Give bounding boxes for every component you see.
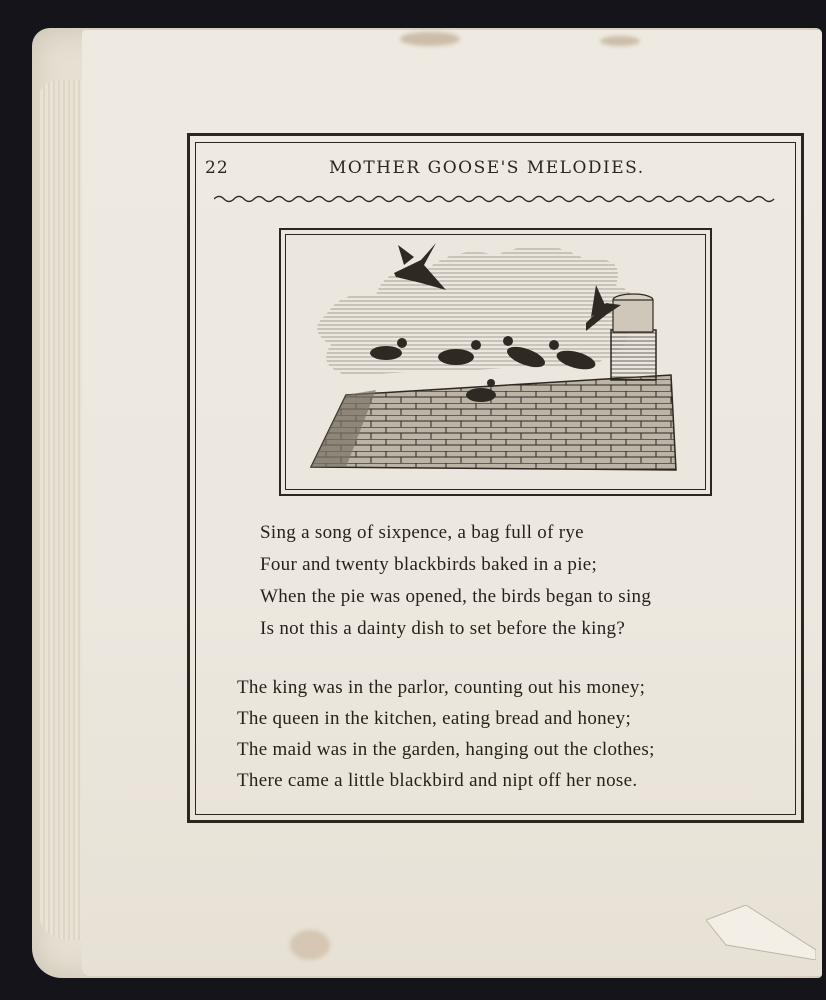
wavy-rule <box>214 192 779 206</box>
torn-corner <box>706 905 816 960</box>
paper-stain <box>600 36 640 46</box>
verse-line: Sing a song of sixpence, a bag full of rye <box>260 522 584 543</box>
verse-line: The queen in the kitchen, eating bread and honey; <box>237 708 632 729</box>
paper-stain <box>290 930 330 960</box>
verse-line: There came a little blackbird and nipt off her nose. <box>237 770 638 791</box>
verse-line: When the pie was opened, the birds began to sing <box>260 586 652 607</box>
paper-stain <box>400 32 460 46</box>
verse-line: Four and twenty blackbirds baked in a pie; <box>260 554 598 575</box>
page-number: 22 <box>205 158 229 178</box>
roof-shape <box>311 375 676 470</box>
page-edges <box>38 80 88 940</box>
verse-line: The maid was in the garden, hanging out the clothes; <box>237 739 655 760</box>
running-title: MOTHER GOOSE'S MELODIES. <box>329 158 645 178</box>
verse-line: The king was in the parlor, counting out his money; <box>237 677 646 698</box>
bird-perched <box>466 379 496 402</box>
verse-line: Is not this a dainty dish to set before the king? <box>260 618 626 639</box>
chimney <box>611 330 656 380</box>
running-header <box>205 158 675 184</box>
blackbirds-illustration <box>286 235 705 489</box>
